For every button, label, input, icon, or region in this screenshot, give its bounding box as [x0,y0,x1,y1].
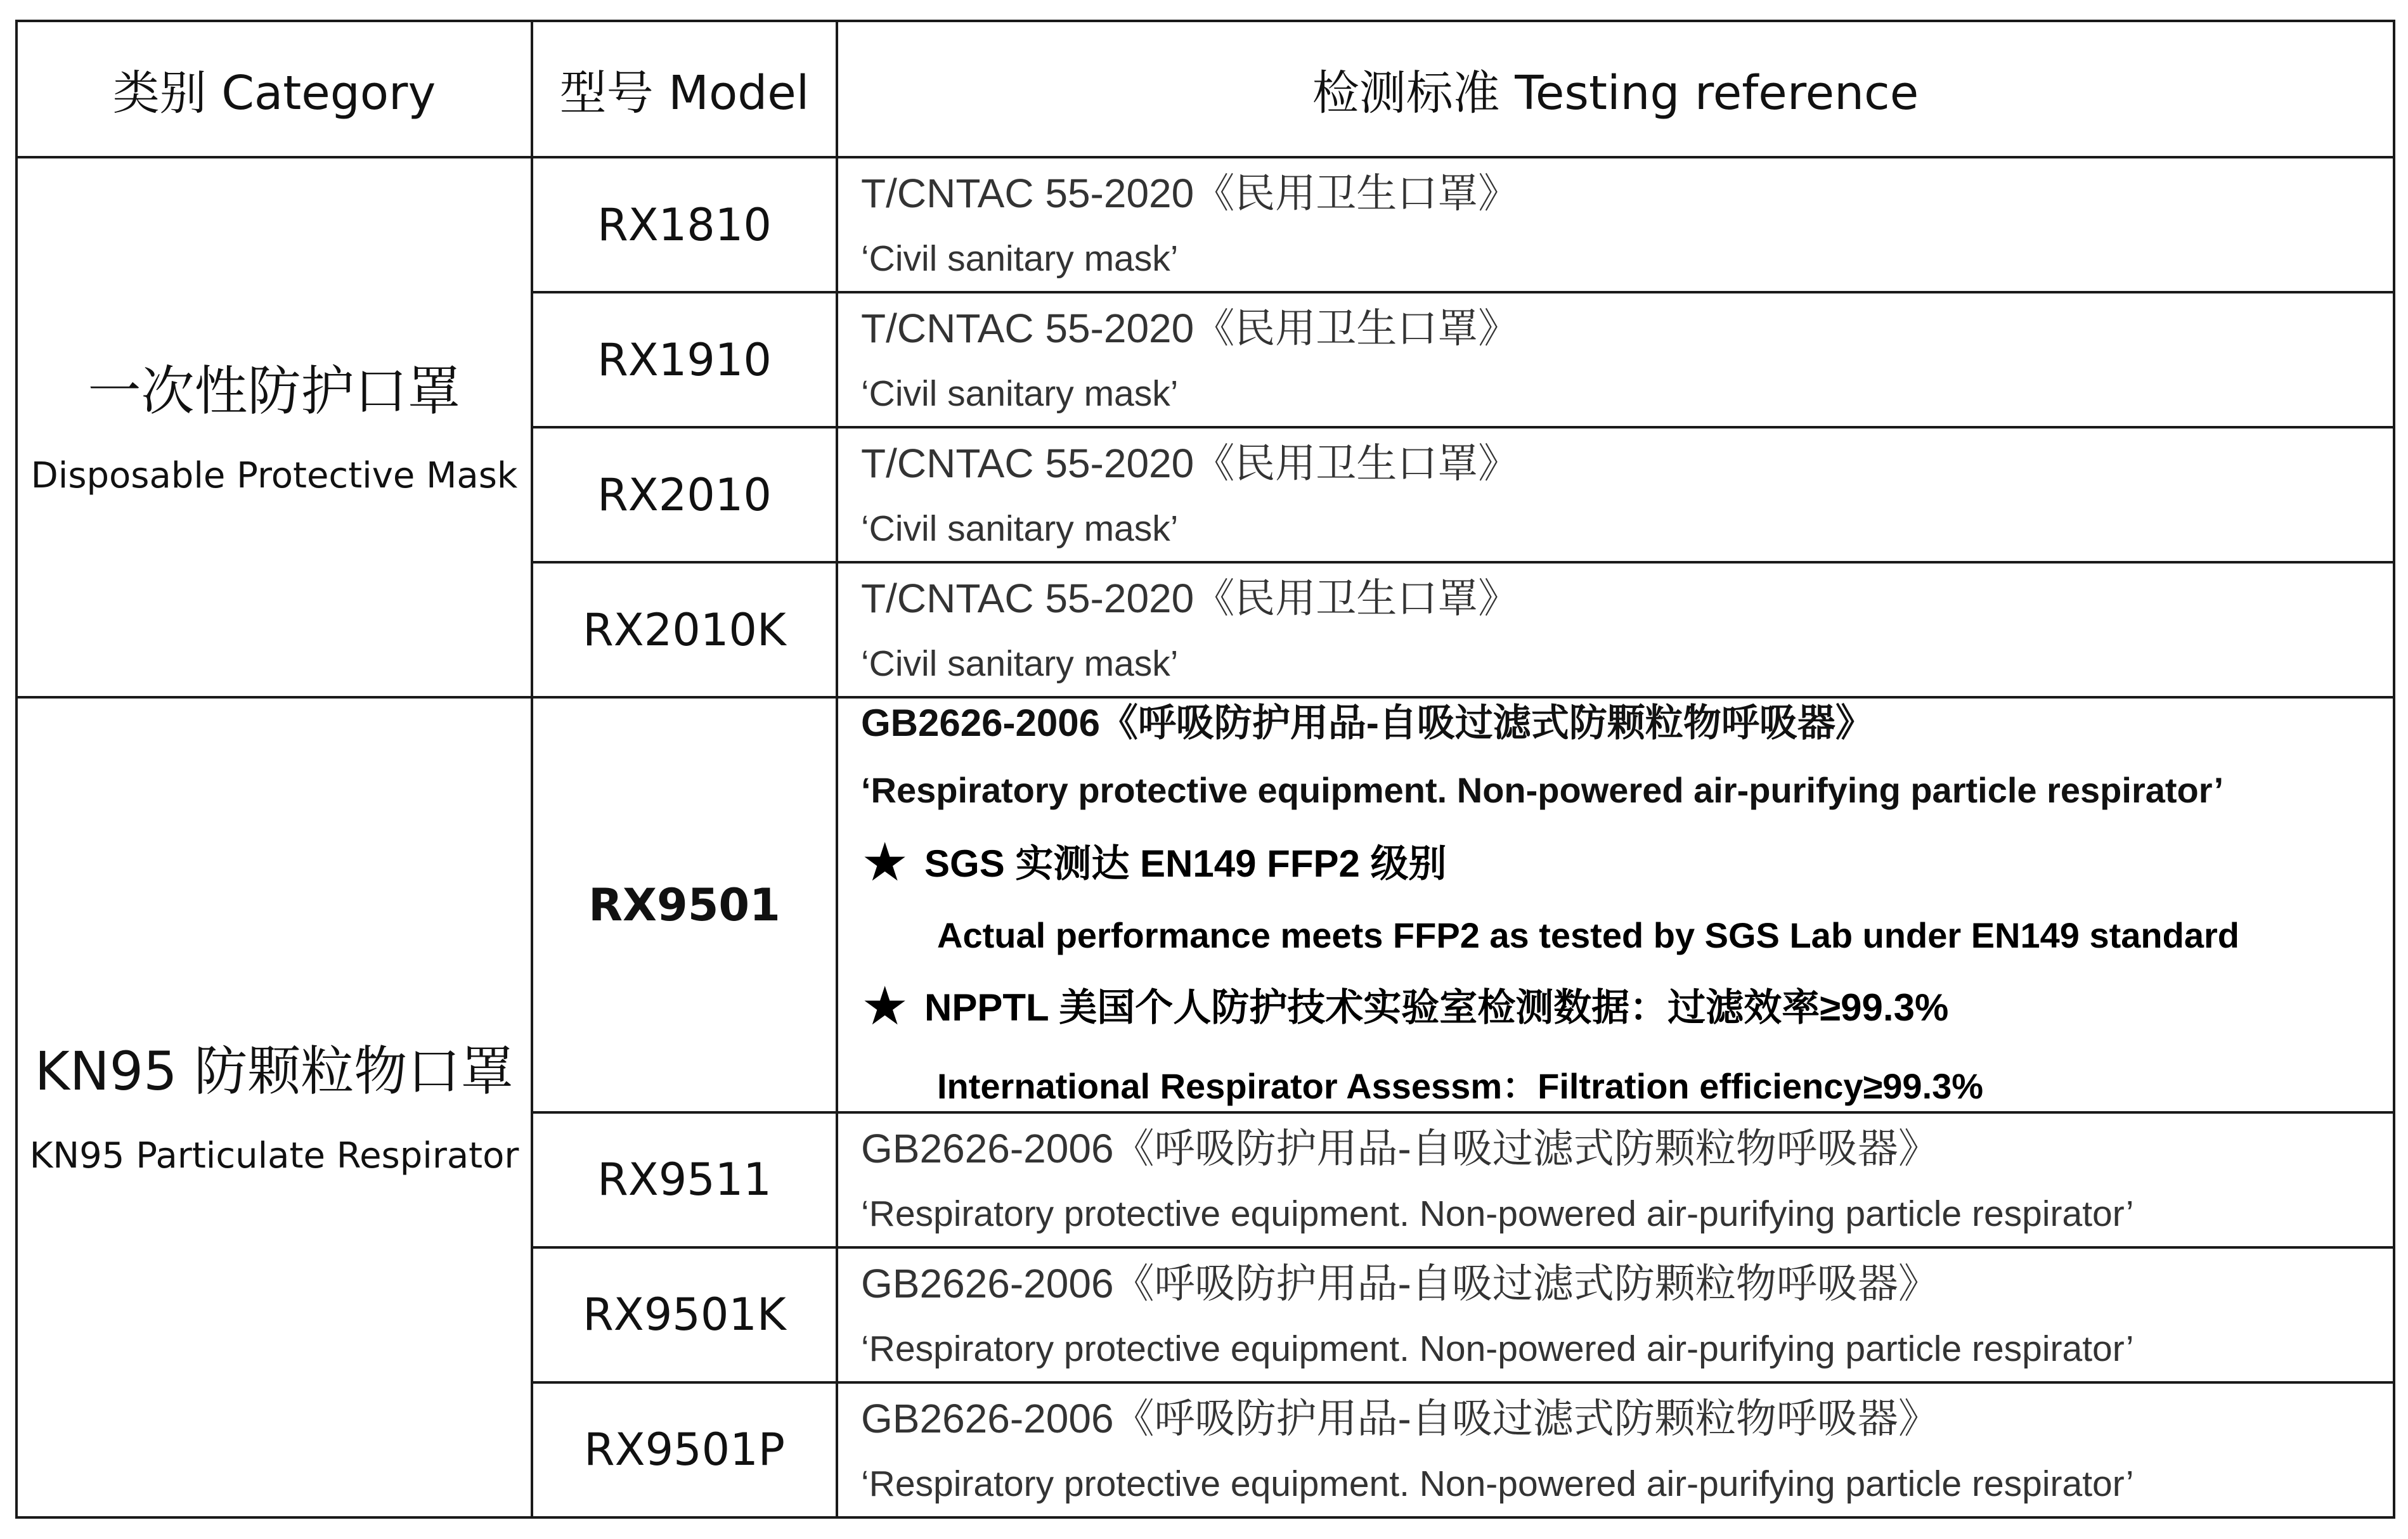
header-category: 类别 Category [16,21,532,157]
model-cell: RX9501K [532,1247,837,1382]
highlight-npptl-en: International Respirator Assessm：Filtration efficiency≥99.3% [937,1066,1984,1106]
table-row-featured [16,697,2394,1112]
table-row [16,157,2394,292]
standards-table [15,20,2395,1519]
model-cell: RX9501P [532,1382,837,1517]
header-model: 型号 Model [532,21,837,157]
reference-standard: T/CNTAC 55-2020《民用卫生口罩》 [861,170,1519,216]
reference-cell [837,292,2394,427]
table-header-row [16,21,2394,157]
model-cell: RX2010 [532,427,837,562]
star-icon: ★ [861,830,909,893]
star-icon: ★ [861,974,909,1037]
reference-title-en: ‘Civil sanitary mask’ [861,643,1179,684]
highlight-sgs-en: Actual performance meets FFP2 as tested by SGS Lab under EN149 standard [937,915,2239,955]
reference-cell [837,1382,2394,1517]
reference-cell [837,427,2394,562]
model-cell: RX2010K [532,562,837,697]
category-name-zh: 一次性防护口罩 [87,360,461,423]
reference-cell [837,157,2394,292]
model-cell: RX9511 [532,1112,837,1247]
category-cell-kn95 [16,697,532,1517]
reference-standard: T/CNTAC 55-2020《民用卫生口罩》 [861,306,1519,351]
reference-cell [837,1112,2394,1247]
reference-title-en: ‘Respiratory protective equipment. Non-powered air-purifying particle respirator’ [861,1193,2134,1234]
reference-standard: GB2626-2006《呼吸防护用品-自吸过滤式防颗粒物呼吸器》 [861,1395,1939,1441]
reference-title-en: ‘Respiratory protective equipment. Non-powered air-purifying particle respirator’ [861,1463,2134,1504]
reference-title-en: ‘Civil sanitary mask’ [861,508,1179,549]
category-name-en: KN95 Particulate Respirator [29,1135,519,1177]
category-cell-disposable [16,157,532,697]
model-cell-featured: RX9501 [532,697,837,1112]
reference-title-en: ‘Civil sanitary mask’ [861,373,1179,414]
highlight-sgs-zh: SGS 实测达 EN149 FFP2 级别 [924,842,1447,885]
reference-standard: GB2626-2006《呼吸防护用品-自吸过滤式防颗粒物呼吸器》 [861,1260,1939,1306]
reference-cell-featured [837,697,2394,1112]
reference-title-en: ‘Respiratory protective equipment. Non-powered air-purifying particle respirator’ [861,1328,2134,1369]
reference-standard: T/CNTAC 55-2020《民用卫生口罩》 [861,576,1519,622]
category-name-en: Disposable Protective Mask [30,455,518,497]
model-cell: RX1810 [532,157,837,292]
header-reference: 检测标准 Testing reference [837,21,2394,157]
highlight-sgs [861,831,2393,893]
highlight-npptl-zh: NPPTL 美国个人防护技术实验室检测数据：过滤效率≥99.3% [924,986,1949,1029]
highlight-npptl [861,975,2393,1037]
reference-standard: GB2626-2006《呼吸防护用品-自吸过滤式防颗粒物呼吸器》 [861,702,1874,745]
model-cell: RX1910 [532,292,837,427]
reference-standard: T/CNTAC 55-2020《民用卫生口罩》 [861,441,1519,487]
reference-cell [837,1247,2394,1382]
reference-title-en: ‘Respiratory protective equipment. Non-powered air-purifying particle respirator’ [861,770,2224,811]
category-name-zh: KN95 防颗粒物口罩 [34,1040,514,1103]
reference-standard: GB2626-2006《呼吸防护用品-自吸过滤式防颗粒物呼吸器》 [861,1125,1939,1171]
reference-cell [837,562,2394,697]
reference-title-en: ‘Civil sanitary mask’ [861,238,1179,279]
